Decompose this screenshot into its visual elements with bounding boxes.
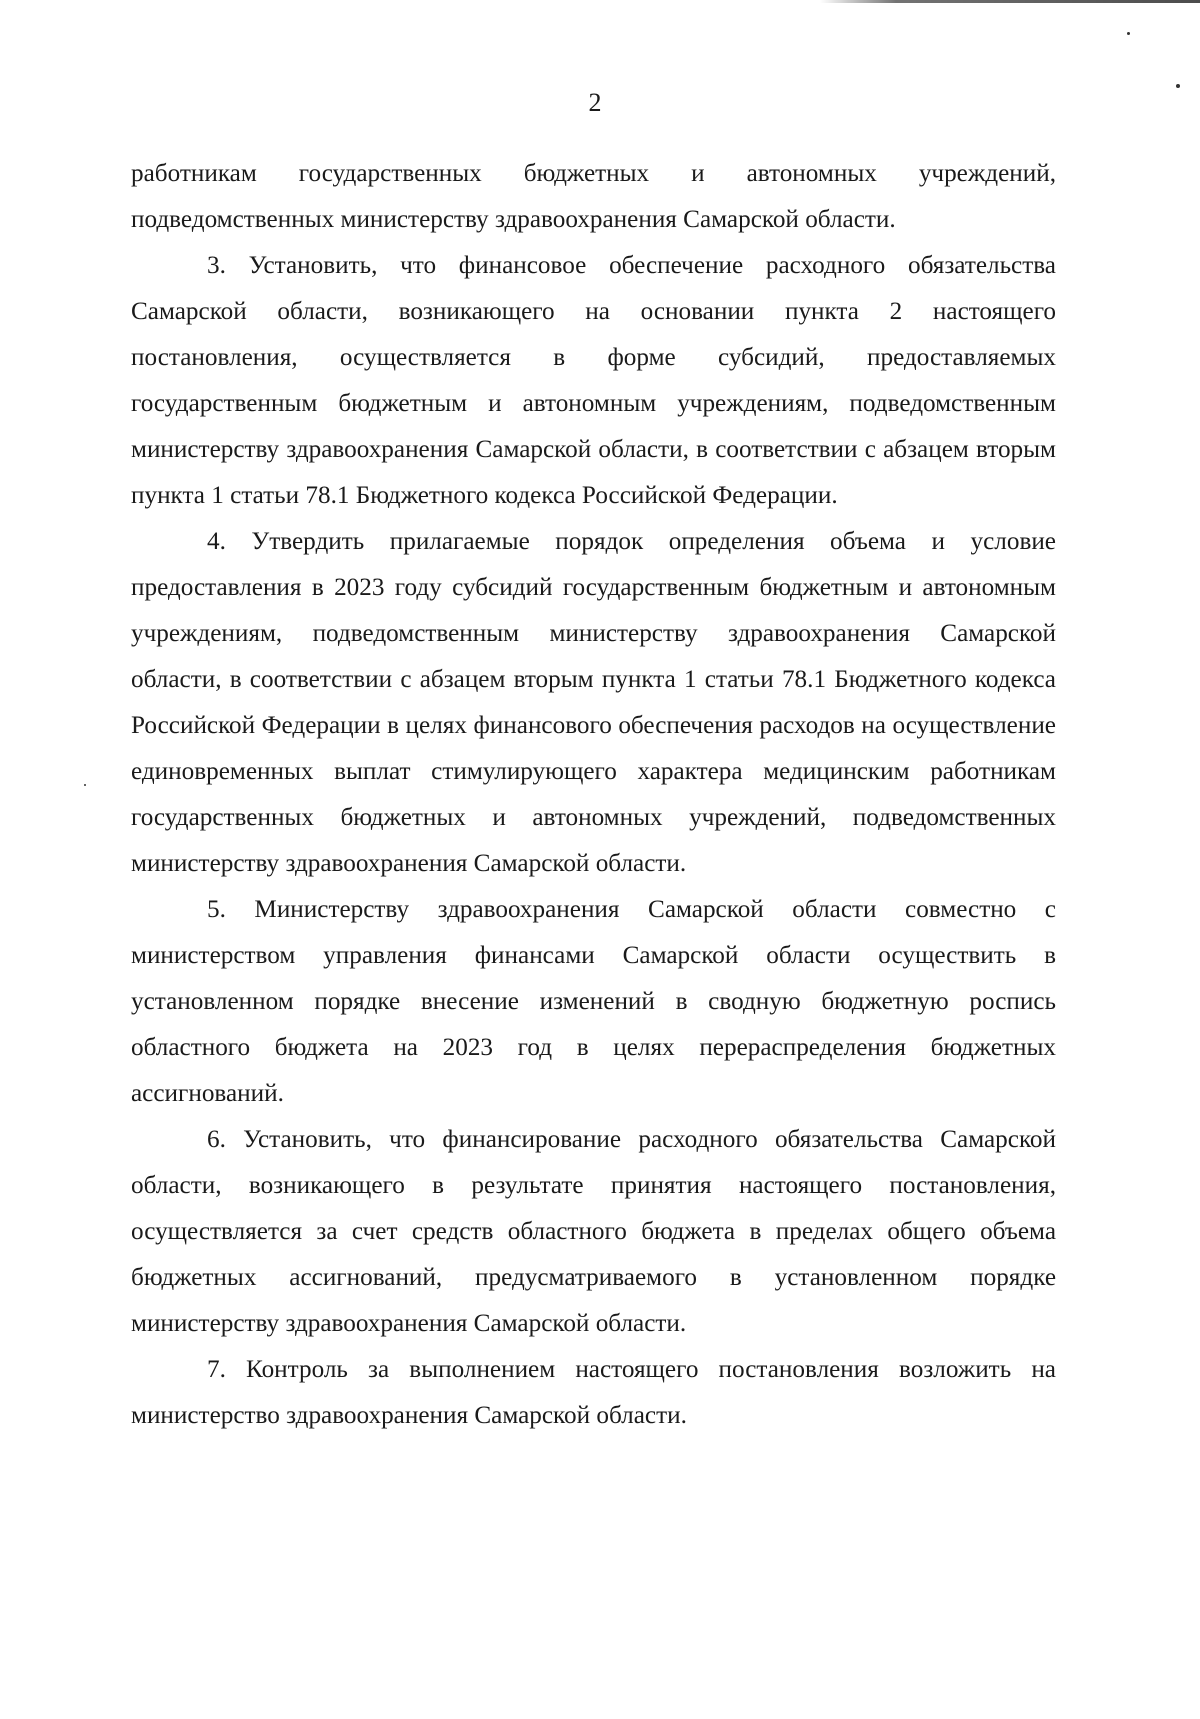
scan-edge-mark (820, 0, 1200, 3)
paragraph-4: 4. Утвердить прилагаемые порядок определения объема и условие предоставления в 2023 году субсидий государственным бюджетным и автономным учреждениям, подведомственным министерству здравоохранения Самарской области, в соответствии с абзацем вторым пункта 1 статьи 78.1 Бюджетного кодекса Российской Федерации в целях финансового обеспечения расходов на осуществление единовременных выплат стимулирующего характера медицинским работникам государственных бюджетных и автономных учреждений, подведомственных министерству здравоохранения Самарской области. (131, 528, 1056, 877)
page-number: 2 (588, 88, 602, 117)
paragraph-3: 3. Установить, что финансовое обеспечение расходного обязательства Самарской области, возникающего на основании пункта 2 настоящего постановления, осуществляется в форме субсидий, предоставляемых государственным бюджетным и автономным учреждениям, подведомственным министерству здравоохранения Самарской области, в соответствии с абзацем вторым пункта 1 статьи 78.1 Бюджетного кодекса Российской Федерации. (131, 252, 1056, 509)
paragraph-7: 7. Контроль за выполнением настоящего постановления возложить на министерство здравоохранения Самарской области. (131, 1356, 1056, 1429)
paragraph-6: 6. Установить, что финансирование расходного обязательства Самарской области, возникающего в результате принятия настоящего постановления, осуществляется за счет средств областного бюджета в пределах общего объема бюджетных ассигнований, предусматриваемого в установленном порядке министерству здравоохранения Самарской области. (131, 1126, 1056, 1337)
scan-speck (84, 784, 86, 786)
document-body (131, 151, 1056, 1439)
scan-speck (1127, 32, 1130, 35)
paragraph-5: 5. Министерству здравоохранения Самарской области совместно с министерством управления финансами Самарской области осуществить в установленном порядке внесение изменений в сводную бюджетную роспись областного бюджета на 2023 год в целях перераспределения бюджетных ассигнований. (131, 896, 1056, 1107)
continued-paragraph: работникам государственных бюджетных и автономных учреждений, подведомственных министерству здравоохранения Самарской области. (131, 160, 1056, 233)
